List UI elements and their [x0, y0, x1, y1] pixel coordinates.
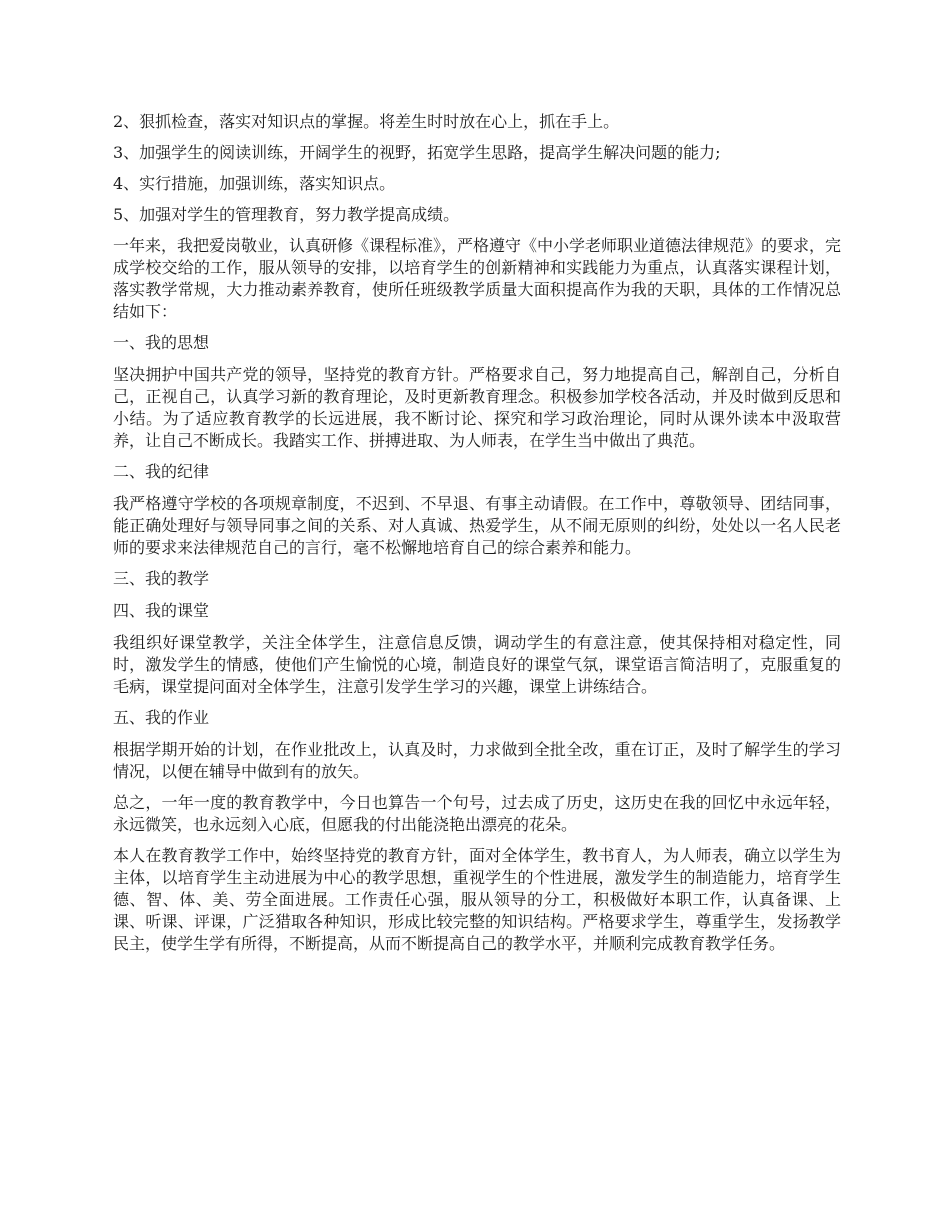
list-item-4: 4、实行措施，加强训练，落实知识点。	[113, 174, 396, 193]
homework-paragraph: 根据学期开始的计划，在作业批改上，认真及时，力求做到全批全改，重在订正，及时了解学生的学习情况，以便在辅导中做到有的放矢。	[113, 740, 841, 781]
list-item-5: 5、加强对学生的管理教育，努力教学提高成绩。	[113, 205, 460, 224]
discipline-paragraph: 我严格遵守学校的各项规章制度，不迟到、不早退、有事主动请假。在工作中，尊敬领导、团结同事，能正确处理好与领导同事之间的关系、对人真诚、热爱学生，从不闹无原则的纠纷，处处以一名人民老师的要求来法律规范自己的言行，毫不松懈地培育自己的综合素养和能力。	[113, 494, 841, 557]
section-heading-classroom: 四、我的课堂	[113, 601, 210, 620]
closing-paragraph: 本人在教育教学工作中，始终坚持党的教育方针，面对全体学生，教书育人，为人师表，确立以学生为主体，以培育学生主动进展为中心的教学思想，重视学生的个性进展，激发学生的制造能力，培育学生德、智、体、美、劳全面进展。工作责任心强，服从领导的分工，积极做好本职工作，认真备课、上课、听课、评课，广泛猎取各种知识，形成比较完整的知识结构。严格要求学生，尊重学生，发扬教学民主，使学生学有所得，不断提高，从而不断提高自己的教学水平，并顺利完成教育教学任务。	[113, 846, 841, 953]
section-heading-thought: 一、我的思想	[113, 333, 210, 352]
classroom-paragraph: 我组织好课堂教学，关注全体学生，注意信息反馈，调动学生的有意注意，使其保持相对稳定性，同时，激发学生的情感，使他们产生愉悦的心境，制造良好的课堂气氛，课堂语言简洁明了，克服重复的毛病，课堂提问面对全体学生，注意引发学生学习的兴趣，课堂上讲练结合。	[113, 633, 841, 696]
section-heading-homework: 五、我的作业	[113, 708, 210, 727]
summary-paragraph: 总之，一年一度的教育教学中，今日也算告一个句号，过去成了历史，这历史在我的回忆中永远年轻，永远微笑，也永远刻入心底，但愿我的付出能浇艳出漂亮的花朵。	[113, 793, 841, 834]
section-heading-teaching: 三、我的教学	[113, 569, 210, 588]
list-item-3: 3、加强学生的阅读训练，开阔学生的视野，拓宽学生思路，提高学生解决问题的能力;	[113, 143, 721, 162]
section-heading-discipline: 二、我的纪律	[113, 462, 210, 481]
intro-paragraph: 一年来，我把爱岗敬业，认真研修《课程标准》，严格遵守《中小学老师职业道德法律规范》的要求，完成学校交给的工作，服从领导的安排，以培育学生的创新精神和实践能力为重点，认真落实课程计划，落实教学常规，大力推动素养教育，使所任班级教学质量大面积提高作为我的天职，具体的工作情况总结如下：	[113, 236, 842, 321]
thought-paragraph: 坚决拥护中国共产党的领导，坚持党的教育方针。严格要求自己，努力地提高自己，解剖自己，分析自己，正视自己，认真学习新的教育理论，及时更新教育理念。积极参加学校各活动，并及时做到反思和小结。为了适应教育教学的长远进展，我不断讨论、探究和学习政治理论，同时从课外读本中汲取营养，让自己不断成长。我踏实工作、拼搏进取、为人师表，在学生当中做出了典范。	[113, 365, 841, 450]
list-item-2: 2、狠抓检查，落实对知识点的掌握。将差生时时放在心上，抓在手上。	[113, 112, 620, 131]
document-body	[113, 111, 841, 964]
